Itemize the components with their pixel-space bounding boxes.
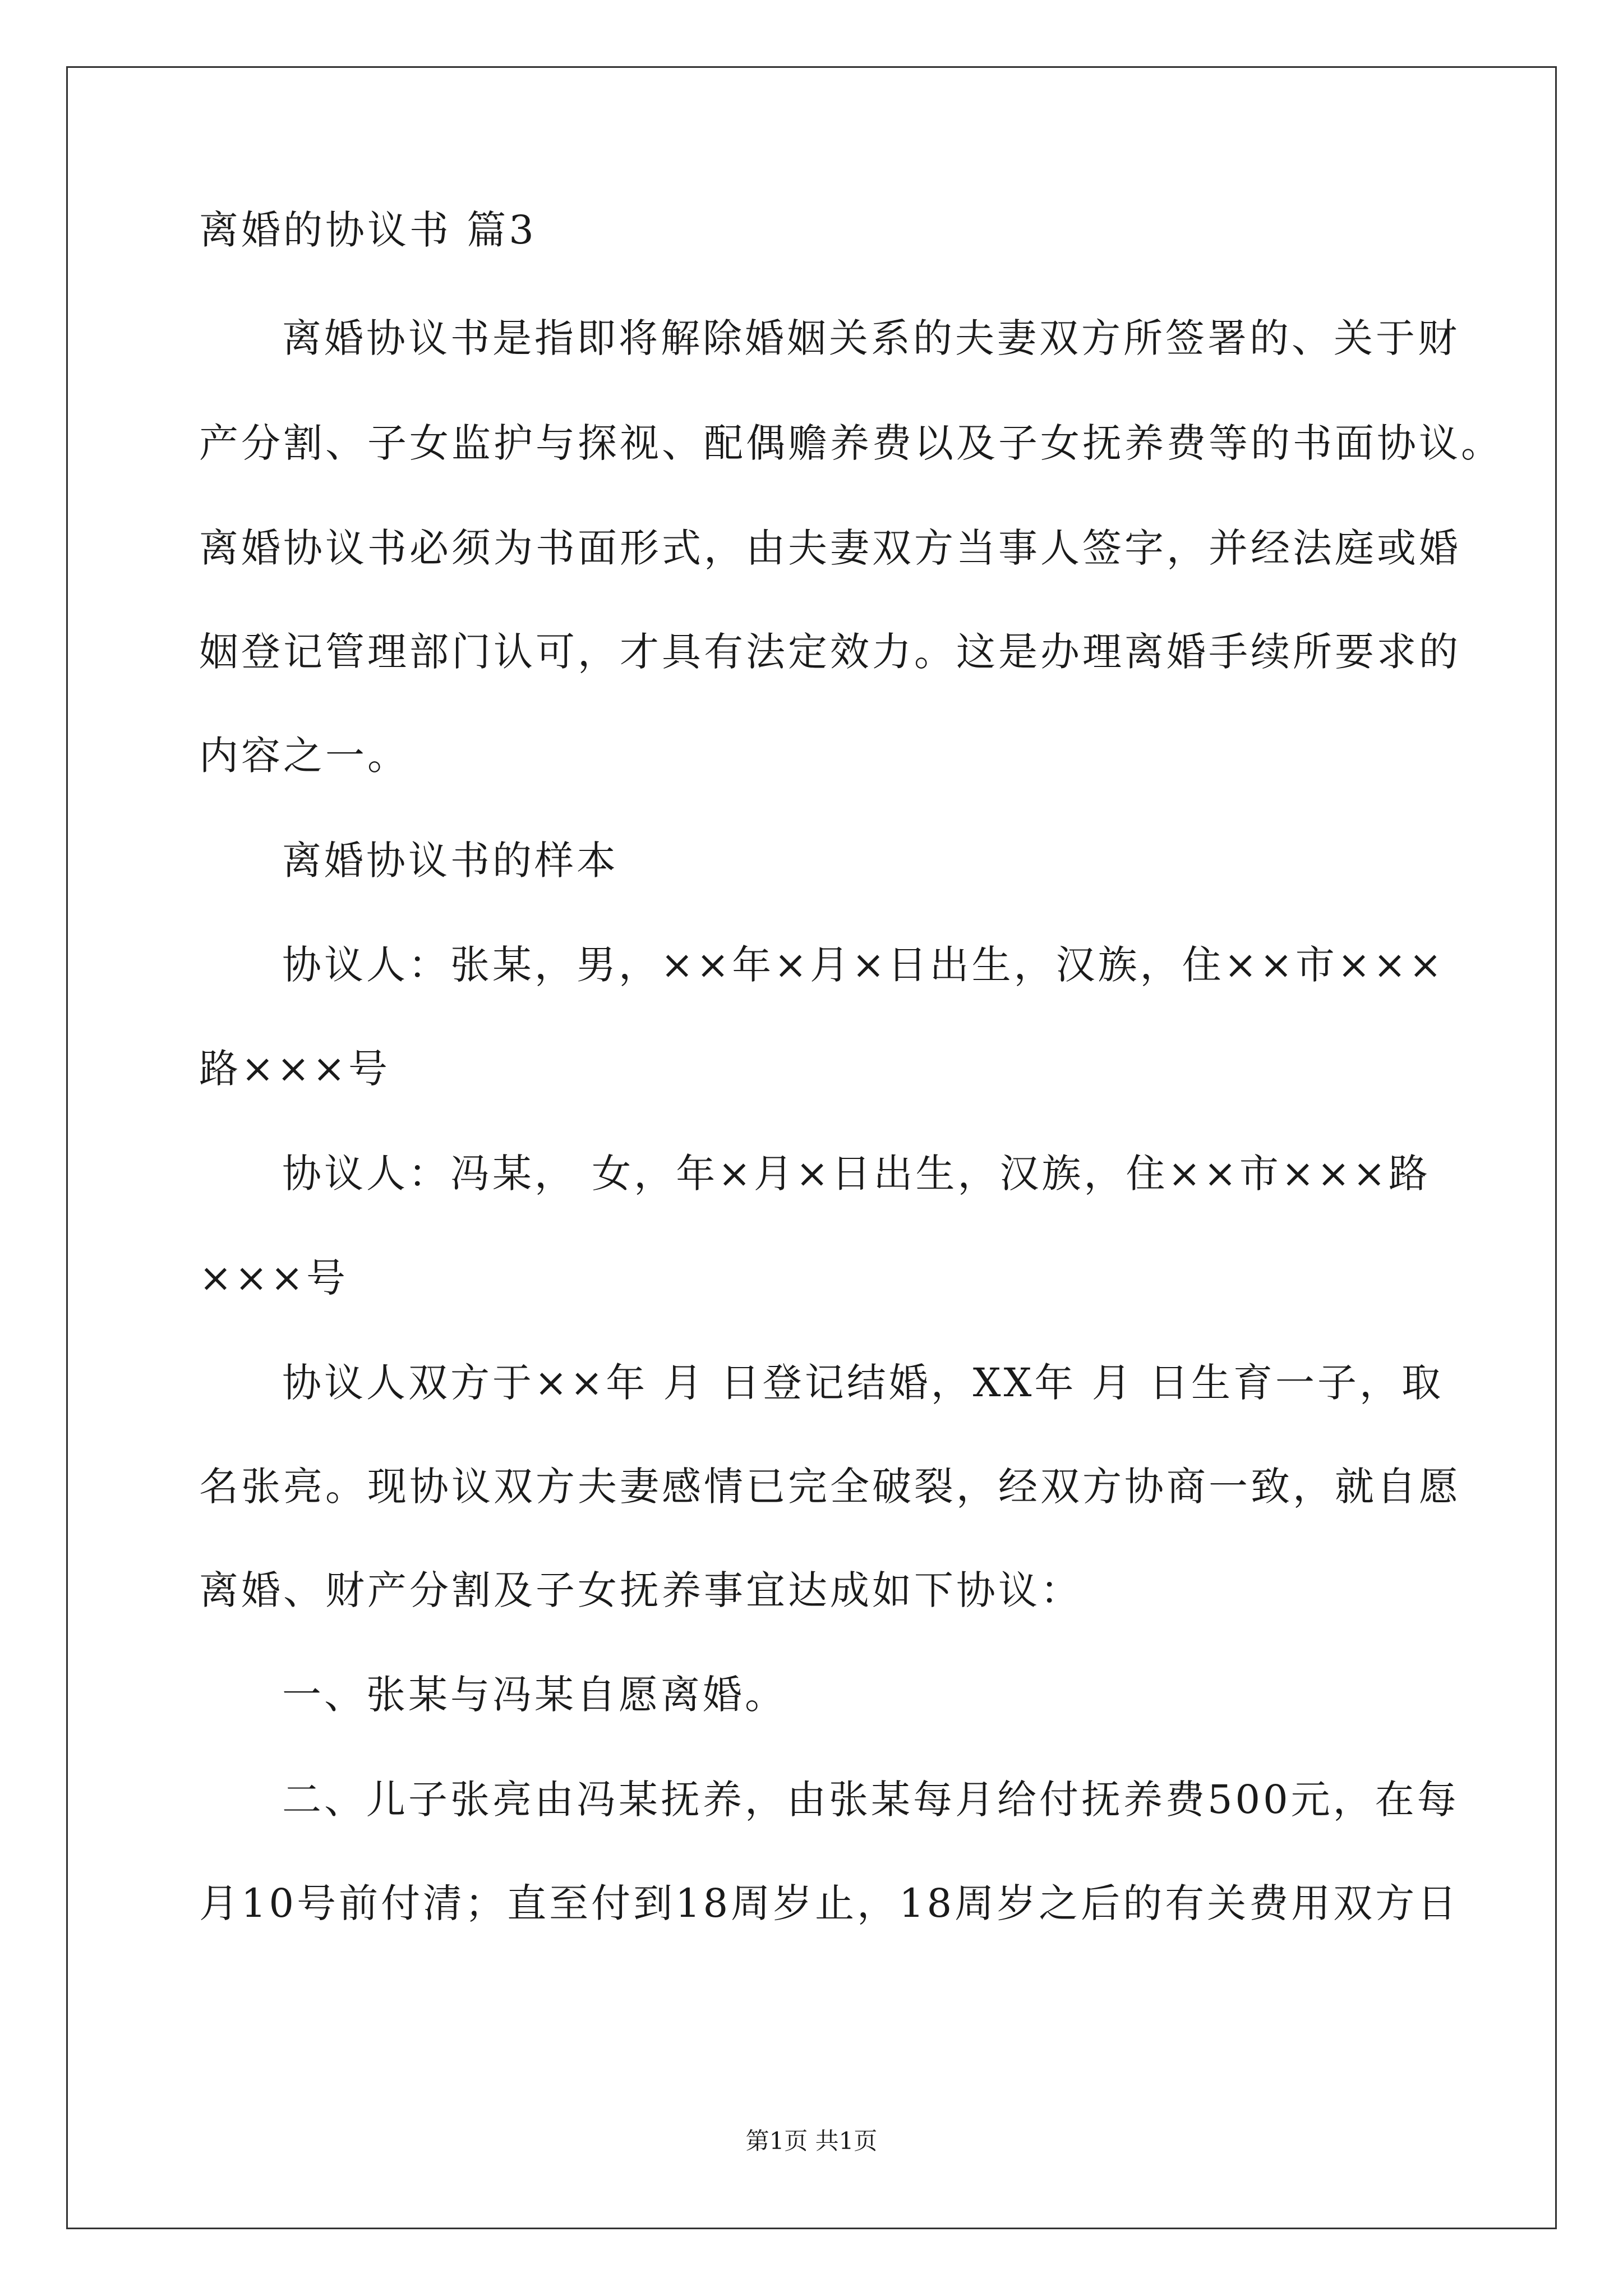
paragraph-line: 月10号前付清；直至付到18周岁止，18周岁之后的有关费用双方日	[199, 1880, 1460, 1926]
paragraph-line: 协议人：冯某， 女，年×月×日出生，汉族，住××市×××路	[282, 1151, 1431, 1197]
paragraph-line: 离婚协议书必须为书面形式，由夫妻双方当事人签字，并经法庭或婚	[199, 525, 1461, 571]
page-footer: 第1页 共1页	[745, 2127, 878, 2155]
paragraph-line: 产分割、子女监护与探视、配偶赡养费以及子女抚养费等的书面协议。	[199, 420, 1503, 466]
section-title: 离婚的协议书 篇3	[199, 207, 537, 253]
paragraph-line: 路×××号	[199, 1046, 390, 1092]
paragraph-line: 离婚、财产分割及子女抚养事宜达成如下协议：	[199, 1567, 1082, 1613]
paragraph-line: 内容之一。	[199, 733, 409, 779]
agreement-item: 一、张某与冯某自愿离婚。	[282, 1672, 787, 1718]
paragraph-line: 姻登记管理部门认可，才具有法定效力。这是办理离婚手续所要求的	[199, 629, 1461, 675]
paragraph-line: 协议人双方于××年 月 日登记结婚，XX年 月 日生育一子，取	[282, 1360, 1444, 1406]
paragraph-line: 离婚协议书是指即将解除婚姻关系的夫妻双方所签署的、关于财	[282, 315, 1460, 361]
paragraph-line: 名张亮。现协议双方夫妻感情已完全破裂，经双方协商一致，就自愿	[199, 1464, 1461, 1510]
subheading: 离婚协议书的样本	[282, 838, 619, 884]
paragraph-line: ×××号	[199, 1255, 348, 1301]
paragraph-line: 协议人：张某，男，××年×月×日出生，汉族，住××市×××	[282, 942, 1445, 988]
agreement-item: 二、儿子张亮由冯某抚养，由张某每月给付抚养费500元，在每	[282, 1777, 1459, 1823]
